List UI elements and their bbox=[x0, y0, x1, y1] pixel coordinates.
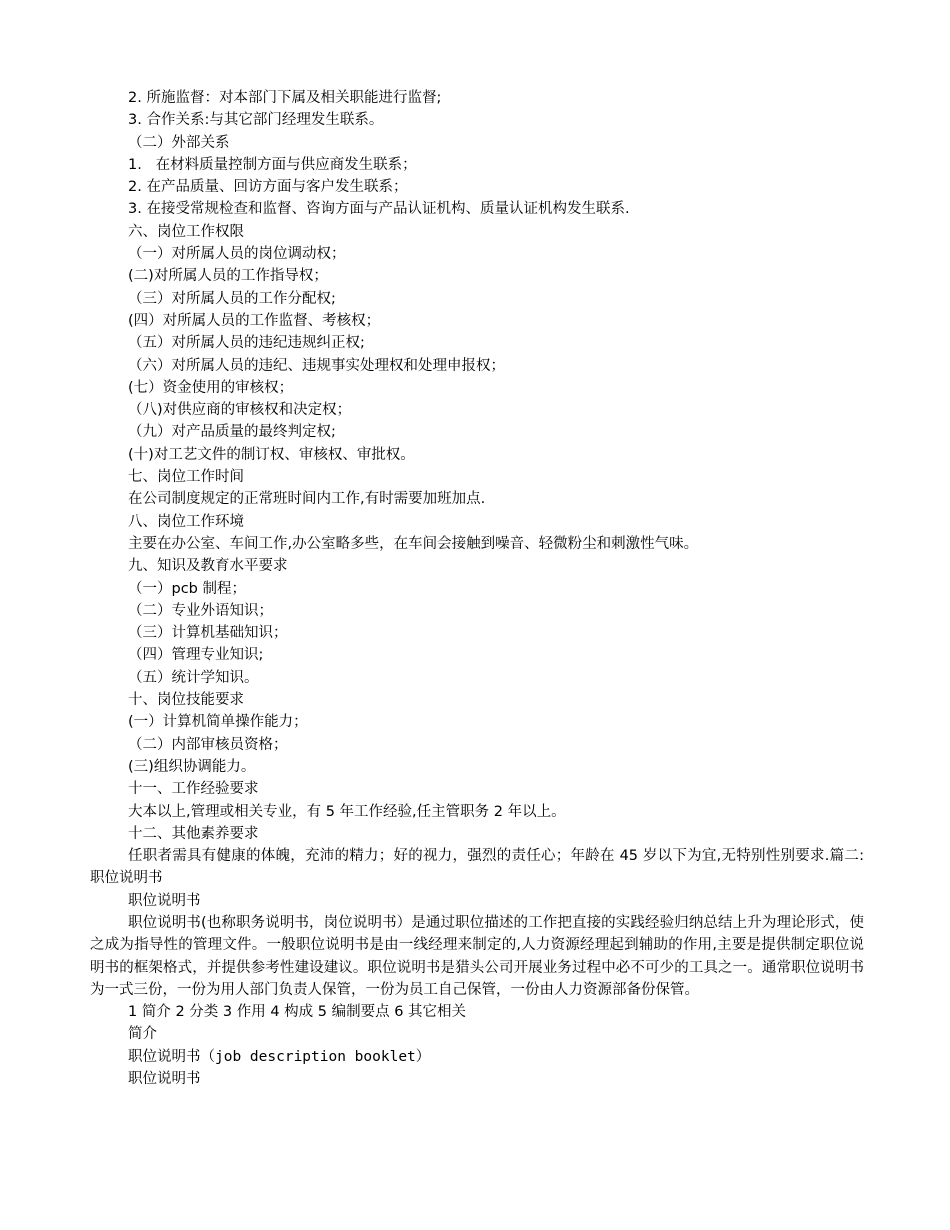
text-line: (一）计算机简单操作能力； bbox=[128, 714, 308, 731]
text-line: （二）内部审核员资格； bbox=[128, 736, 288, 753]
text-line: (三)组织协调能力。 bbox=[128, 758, 256, 775]
text-line: 1. 在材料质量控制方面与供应商发生联系； bbox=[128, 156, 417, 173]
text-line: （五）对所属人员的违纪违规纠正权; bbox=[128, 335, 365, 352]
text-line bbox=[0, 1046, 950, 1068]
text-line: (二)对所属人员的工作指导权； bbox=[128, 268, 328, 285]
text-line: （八)对供应商的审核权和决定权； bbox=[128, 402, 352, 419]
text-line: 2. 所施监督：对本部门下属及相关职能进行监督; bbox=[128, 90, 442, 106]
text-line: 3. 合作关系:与其它部门经理发生联系。 bbox=[128, 112, 384, 129]
text-line: 3. 在接受常规检查和监督、咨询方面与产品认证机构、质量认证机构发生联系. bbox=[128, 201, 630, 218]
text-line: （二）专业外语知识； bbox=[128, 602, 273, 619]
section-heading: 十二、其他素养要求 bbox=[128, 825, 259, 842]
section-heading: 七、岗位工作时间 bbox=[128, 469, 244, 486]
paragraph: 任职者需具有健康的体魄，充沛的精力；好的视力，强烈的责任心；年龄在 45 岁以下为宜,无特别性别要求.篇二:职位说明书 bbox=[90, 848, 864, 887]
text-line: 大本以上,管理或相关专业，有 5 年工作经验,任主管职务 2 年以上。 bbox=[128, 803, 566, 820]
text-line: 简介 bbox=[128, 1026, 157, 1043]
text-line: (十)对工艺文件的制订权、审核权、审批权。 bbox=[128, 446, 415, 463]
text-line: 在公司制度规定的正常班时间内工作,有时需要加班加点. bbox=[128, 491, 486, 508]
text-line: （二）外部关系 bbox=[128, 134, 230, 151]
section-heading: 六、岗位工作权限 bbox=[128, 223, 244, 240]
text-line: （三）对所属人员的工作分配权; bbox=[128, 290, 336, 307]
section-heading: 八、岗位工作环境 bbox=[128, 513, 244, 530]
section-heading: 十一、工作经验要求 bbox=[128, 781, 259, 798]
text-line: （一）对所属人员的岗位调动权； bbox=[128, 246, 346, 263]
section-heading: 十、岗位技能要求 bbox=[128, 692, 244, 709]
paragraph: 职位说明书(也称职务说明书，岗位说明书）是通过职位描述的工作把直接的实践经验归纳总结上升为理论形式，使之成为指导性的管理文件。一般职位说明书是由一线经理来制定的,人力资源经理起到辅助的作用,主要是提供制定职位说明书的框架格式，并提供参考性建设建议。职位说明书是猎头公司开展业务过程中必不可少的工具之一。通常职位说明书为一式三份，一份为用人部门负责人保管，一份为员工自己保管，一份由人力资源部备份保管。 bbox=[90, 914, 864, 998]
text-line: 主要在办公室、车间工作,办公室略多些，在车间会接触到噪音、轻微粉尘和刺激性气味。 bbox=[128, 535, 699, 552]
text-line: 2. 在产品质量、回访方面与客户发生联系； bbox=[128, 179, 408, 196]
text-line: 职位说明书 bbox=[128, 892, 201, 909]
text-segment: 职位说明书 bbox=[128, 1048, 201, 1065]
text-line: （六）对所属人员的违纪、违规事实处理权和处理申报权； bbox=[128, 357, 505, 374]
section-heading: 九、知识及教育水平要求 bbox=[128, 558, 288, 575]
document-body bbox=[0, 87, 950, 1090]
text-line: （三）计算机基础知识； bbox=[128, 625, 288, 642]
text-line: （一）pcb 制程； bbox=[128, 580, 246, 597]
text-line: （五）统计学知识。 bbox=[128, 669, 259, 686]
text-segment-mono: （job description booklet） bbox=[200, 1048, 431, 1065]
text-line: 1 简介 2 分类 3 作用 4 构成 5 编制要点 6 其它相关 bbox=[128, 1004, 467, 1021]
text-line: (七）资金使用的审核权； bbox=[128, 379, 294, 396]
text-line: （九）对产品质量的最终判定权; bbox=[128, 424, 336, 441]
text-line: （四）管理专业知识; bbox=[128, 647, 264, 664]
text-line: (四）对所属人员的工作监督、考核权； bbox=[128, 312, 381, 329]
text-line: 职位说明书 bbox=[128, 1071, 201, 1088]
